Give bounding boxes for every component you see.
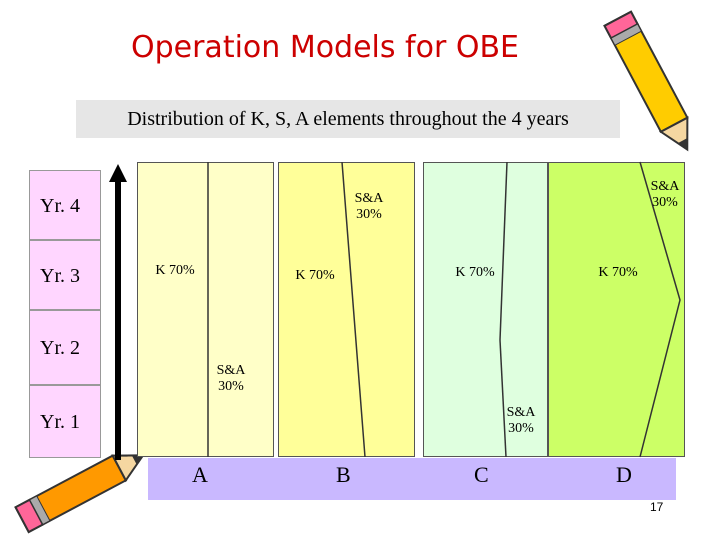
model-letter-c: C <box>474 462 489 487</box>
model-c-sa-label: S&A 30% <box>506 405 536 436</box>
model-letter-a: A <box>192 462 208 487</box>
model-c-k-label: K 70% <box>455 265 495 280</box>
model-a-sa-label: S&A 30% <box>216 363 246 394</box>
model-a-k-label: K 70% <box>155 263 195 278</box>
model-letter-bar <box>148 458 676 500</box>
year-label-3: Yr. 3 <box>29 240 101 310</box>
model-d-sa-label: S&A 30% <box>650 179 680 210</box>
model-b-sa-label: S&A 30% <box>354 191 384 222</box>
divider-c-lower <box>500 340 506 457</box>
page-number: 17 <box>650 500 664 514</box>
year-label-4: Yr. 4 <box>29 170 101 240</box>
slide-subtitle: Distribution of K, S, A elements throughout the 4 years <box>76 100 620 138</box>
model-b-k-label: K 70% <box>295 268 335 283</box>
year-label-1: Yr. 1 <box>29 385 101 458</box>
year-label-2: Yr. 2 <box>29 310 101 385</box>
model-letter-b: B <box>336 462 351 487</box>
model-letter-d: D <box>616 462 632 487</box>
divider-c <box>500 162 507 340</box>
slide-title: Operation Models for OBE <box>130 30 519 65</box>
model-d-k-label: K 70% <box>598 265 638 280</box>
